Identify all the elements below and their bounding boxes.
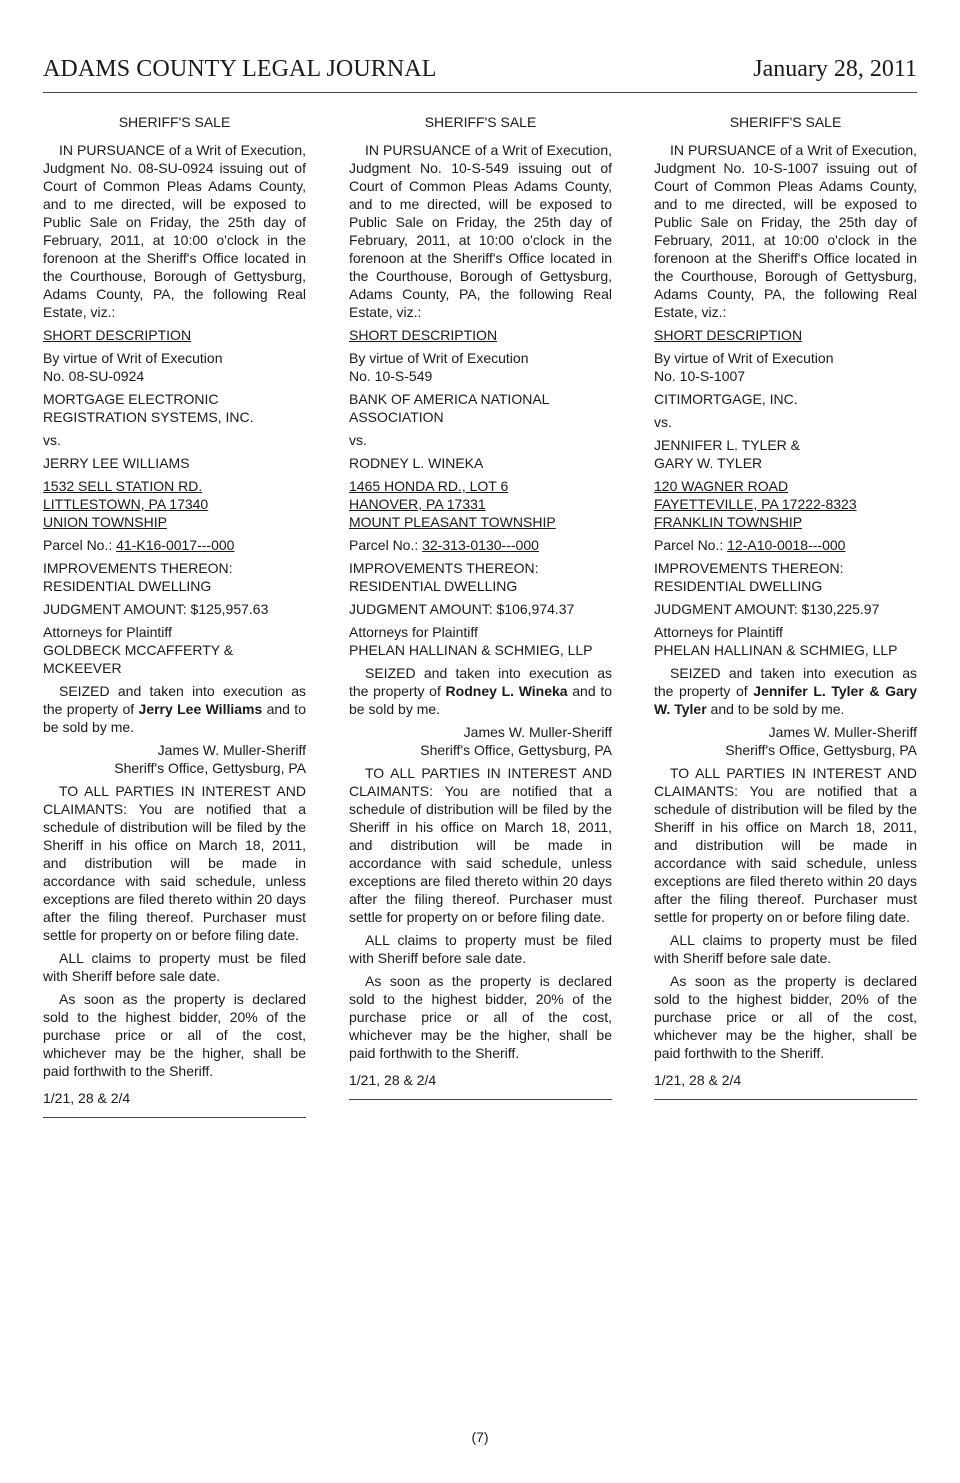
parcel-line: [43, 536, 306, 554]
property-township: MOUNT PLEASANT TOWNSHIP: [349, 514, 556, 530]
sheriff-name: James W. Muller-Sheriff: [768, 724, 917, 740]
seized-text-end: and to be sold by me.: [349, 683, 612, 717]
parties-notice: TO ALL PARTIES IN INTEREST AND CLAIMANTS: You are notified that a schedule of distribution will be filed by the Sheriff in his office on March 18, 2011, and distribution will be made in accordance with said schedule, unless exceptions are filed thereto within 20 days after the filing thereof. Purchaser must settle for property on or before filing date.: [43, 783, 306, 943]
payment-notice: As soon as the property is declared sold to the highest bidder, 20% of the purchase price or all of the cost, whichever may be the higher, shall be paid forthwith to the Sheriff.: [654, 973, 917, 1061]
plaintiff-name: CITIMORTGAGE, INC.: [654, 391, 798, 407]
defendant-name-2: GARY W. TYLER: [654, 455, 763, 471]
versus-label: vs.: [43, 432, 61, 448]
journal-title: ADAMS COUNTY LEGAL JOURNAL: [43, 56, 437, 82]
improvements-value: RESIDENTIAL DWELLING: [349, 578, 518, 594]
attorneys-label: Attorneys for Plaintiff: [654, 624, 783, 640]
improvements-value: RESIDENTIAL DWELLING: [43, 578, 212, 594]
property-address-line1: 1465 HONDA RD., LOT 6: [349, 478, 509, 494]
notice-intro: IN PURSUANCE of a Writ of Execution, Judgment No. 10-S-549 issuing out of Court of Common Pleas Adams County, and to me directed, will be exposed to Public Sale on Friday, the 25th day of February, 2011, at 10:00 o'clock in the forenoon at the Sheriff's Office located in the Courthouse, Borough of Gettysburg, Adams County, PA, the following Real Estate, viz.:: [349, 142, 612, 320]
sheriff-office: Sheriff's Office, Gettysburg, PA: [420, 742, 612, 758]
parcel-label: Parcel No.:: [654, 537, 728, 553]
improvements-label: IMPROVEMENTS THEREON:: [654, 560, 844, 576]
claims-notice: ALL claims to property must be filed with Sheriff before sale date.: [654, 932, 917, 966]
short-description-heading: SHORT DESCRIPTION: [43, 327, 192, 343]
property-address-line1: 120 WAGNER ROAD: [654, 478, 789, 494]
seized-text-end: and to be sold by me.: [706, 701, 845, 717]
claims-notice: ALL claims to property must be filed with Sheriff before sale date.: [349, 932, 612, 966]
notice-heading: SHERIFF'S SALE: [424, 114, 537, 130]
seized-owner-name: Jerry Lee Williams: [138, 701, 263, 717]
parcel-line: [654, 536, 917, 554]
publication-dates: 1/21, 28 & 2/4: [43, 1090, 131, 1106]
writ-line: By virtue of Writ of Execution: [43, 350, 223, 366]
page-number: (7): [471, 1429, 489, 1445]
property-address-line2: FAYETTEVILLE, PA 17222-8323: [654, 496, 857, 512]
judgment-amount: JUDGMENT AMOUNT: $130,225.97: [654, 601, 880, 617]
issue-date: January 28, 2011: [753, 56, 917, 82]
parties-notice: TO ALL PARTIES IN INTEREST AND CLAIMANTS: You are notified that a schedule of distribution will be filed by the Sheriff in his office on March 18, 2011, and distribution will be made in accordance with said schedule, unless exceptions are filed thereto within 20 days after the filing thereof. Purchaser must settle for property on or before filing date.: [349, 765, 612, 925]
parcel-line: [349, 536, 612, 554]
property-township: UNION TOWNSHIP: [43, 514, 167, 530]
seized-text: SEIZED and taken into execution as the property of: [654, 665, 917, 699]
versus-label: vs.: [654, 414, 672, 430]
writ-line: By virtue of Writ of Execution: [349, 350, 529, 366]
improvements-label: IMPROVEMENTS THEREON:: [349, 560, 539, 576]
notice-heading: SHERIFF'S SALE: [729, 114, 842, 130]
attorneys-name: PHELAN HALLINAN & SCHMIEG, LLP: [654, 642, 898, 658]
defendant-name: RODNEY L. WINEKA: [349, 455, 484, 471]
seized-statement: [654, 664, 917, 718]
seized-statement: [43, 682, 306, 736]
notice-intro: IN PURSUANCE of a Writ of Execution, Judgment No. 10-S-1007 issuing out of Court of Common Pleas Adams County, and to me directed, will be exposed to Public Sale on Friday, the 25th day of February, 2011, at 10:00 o'clock in the forenoon at the Sheriff's Office located in the Courthouse, Borough of Gettysburg, Adams County, PA, the following Real Estate, viz.:: [654, 142, 917, 320]
notice-end-rule: [654, 1099, 917, 1100]
judgment-amount: JUDGMENT AMOUNT: $106,974.37: [349, 601, 575, 617]
parcel-number: 12-A10-0018---000: [727, 537, 846, 553]
parcel-label: Parcel No.:: [349, 537, 423, 553]
publication-dates: 1/21, 28 & 2/4: [349, 1072, 437, 1088]
notice-intro: IN PURSUANCE of a Writ of Execution, Judgment No. 08-SU-0924 issuing out of Court of Common Pleas Adams County, and to me directed, will be exposed to Public Sale on Friday, the 25th day of February, 2011, at 10:00 o'clock in the forenoon at the Sheriff's Office located in the Courthouse, Borough of Gettysburg, Adams County, PA, the following Real Estate, viz.:: [43, 142, 306, 320]
publication-dates: 1/21, 28 & 2/4: [654, 1072, 742, 1088]
sheriff-office: Sheriff's Office, Gettysburg, PA: [114, 760, 306, 776]
short-description-heading: SHORT DESCRIPTION: [654, 327, 803, 343]
seized-text-end: and to be sold by me.: [43, 701, 306, 735]
improvements-value: RESIDENTIAL DWELLING: [654, 578, 823, 594]
notice-heading: SHERIFF'S SALE: [118, 114, 231, 130]
parcel-number: 41-K16-0017---000: [116, 537, 235, 553]
seized-owner-name: Jennifer L. Tyler & Gary W. Tyler: [654, 683, 917, 717]
plaintiff-name: BANK OF AMERICA NATIONAL ASSOCIATION: [349, 391, 549, 425]
attorneys-label: Attorneys for Plaintiff: [43, 624, 172, 640]
seized-text: SEIZED and taken into execution as the property of: [43, 683, 306, 717]
notice-column-1: [43, 113, 306, 1118]
defendant-name-1: JENNIFER L. TYLER &: [654, 437, 801, 453]
sheriff-name: James W. Muller-Sheriff: [463, 724, 612, 740]
defendant-name: JERRY LEE WILLIAMS: [43, 455, 190, 471]
notice-column-3: [654, 113, 917, 1100]
property-township: FRANKLIN TOWNSHIP: [654, 514, 803, 530]
versus-label: vs.: [349, 432, 367, 448]
parcel-label: Parcel No.:: [43, 537, 117, 553]
writ-number: No. 10-S-549: [349, 368, 433, 384]
attorneys-name: PHELAN HALLINAN & SCHMIEG, LLP: [349, 642, 593, 658]
claims-notice: ALL claims to property must be filed with Sheriff before sale date.: [43, 950, 306, 984]
improvements-label: IMPROVEMENTS THEREON:: [43, 560, 233, 576]
plaintiff-name: MORTGAGE ELECTRONIC REGISTRATION SYSTEMS, INC.: [43, 391, 254, 425]
payment-notice: As soon as the property is declared sold to the highest bidder, 20% of the purchase price or all of the cost, whichever may be the higher, shall be paid forthwith to the Sheriff.: [43, 991, 306, 1079]
short-description-heading: SHORT DESCRIPTION: [349, 327, 498, 343]
seized-text: SEIZED and taken into execution as the property of: [349, 665, 612, 699]
seized-owner-name: Rodney L. Wineka: [445, 683, 568, 699]
notice-column-2: [349, 113, 612, 1100]
judgment-amount: JUDGMENT AMOUNT: $125,957.63: [43, 601, 269, 617]
parcel-number: 32-313-0130---000: [422, 537, 539, 553]
writ-line: By virtue of Writ of Execution: [654, 350, 834, 366]
parties-notice: TO ALL PARTIES IN INTEREST AND CLAIMANTS: You are notified that a schedule of distribution will be filed by the Sheriff in his office on March 18, 2011, and distribution will be made in accordance with said schedule, unless exceptions are filed thereto within 20 days after the filing thereof. Purchaser must settle for property on or before filing date.: [654, 765, 917, 925]
attorneys-name: GOLDBECK MCCAFFERTY & MCKEEVER: [43, 642, 234, 676]
attorneys-label: Attorneys for Plaintiff: [349, 624, 478, 640]
sheriff-name: James W. Muller-Sheriff: [157, 742, 306, 758]
seized-statement: [349, 664, 612, 718]
notice-end-rule: [349, 1099, 612, 1100]
property-address-line2: HANOVER, PA 17331: [349, 496, 486, 512]
writ-number: No. 10-S-1007: [654, 368, 746, 384]
property-address-line2: LITTLESTOWN, PA 17340: [43, 496, 209, 512]
journal-header: [43, 56, 917, 93]
sheriff-office: Sheriff's Office, Gettysburg, PA: [725, 742, 917, 758]
property-address-line1: 1532 SELL STATION RD.: [43, 478, 203, 494]
notice-end-rule: [43, 1117, 306, 1118]
writ-number: No. 08-SU-0924: [43, 368, 145, 384]
payment-notice: As soon as the property is declared sold to the highest bidder, 20% of the purchase price or all of the cost, whichever may be the higher, shall be paid forthwith to the Sheriff.: [349, 973, 612, 1061]
